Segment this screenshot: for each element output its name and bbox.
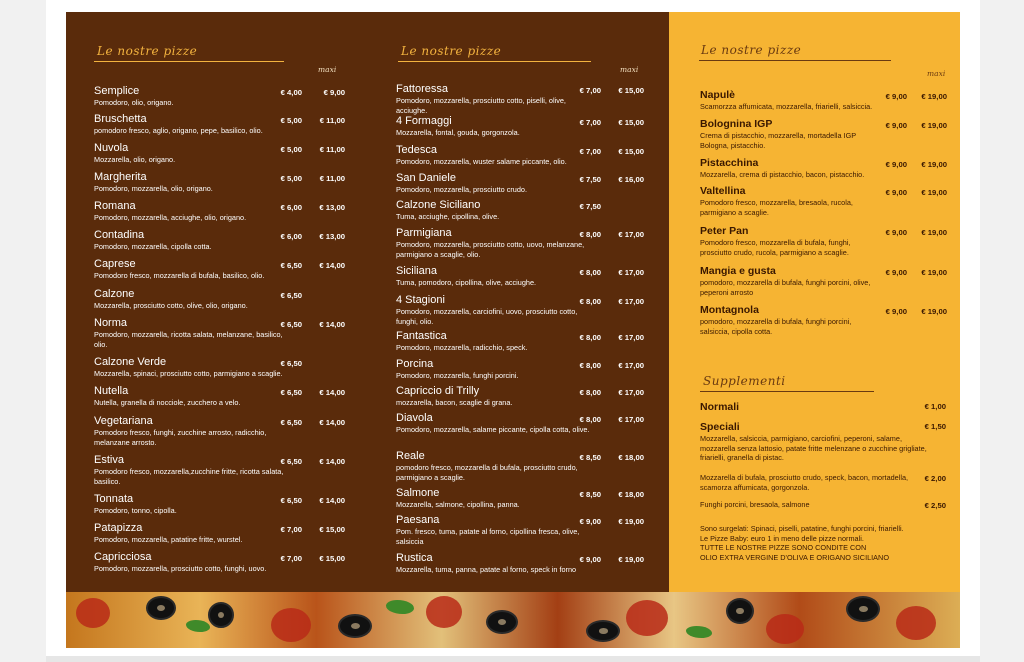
item-description: Pomodoro, mozzarella, prosciutto cotto, uovo, melanzane, parmigiano a scaglie, olio. (396, 240, 585, 259)
pepperoni-shape (271, 608, 311, 642)
item-price: € 8,00 (579, 415, 601, 424)
item-description: Crema di pistacchio, mozzarella, mortadella IGP Bologna, pistacchio. (700, 131, 856, 150)
item-description: Nutella, granella di nocciole, zucchero a velo. (94, 398, 241, 407)
item-maxi-price: € 19,00 (618, 517, 644, 526)
item-price: € 6,50 (280, 291, 302, 300)
item-price: € 7,00 (280, 525, 302, 534)
item-name: Bruschetta (94, 113, 147, 125)
item-description: Mozzarella, fontal, gouda, gorgonzola. (396, 128, 520, 137)
item-price: € 9,00 (885, 268, 907, 277)
item-name: Fantastica (396, 330, 447, 342)
item-price: € 7,00 (579, 118, 601, 127)
item-name: Bolognina IGP (700, 118, 773, 130)
item-name: Calzone Siciliano (396, 199, 481, 211)
item-name: Semplice (94, 85, 140, 97)
maxi-label: maxi (927, 69, 946, 78)
item-name: Caprese (94, 258, 136, 270)
item-description: Mozzarella, tuma, panna, patate al forno, speck in forno (396, 565, 577, 574)
item-name: Peter Pan (700, 225, 749, 237)
item-price: € 5,00 (280, 174, 302, 183)
item-maxi-price: € 9,00 (323, 88, 345, 97)
item-price: € 6,00 (280, 232, 302, 241)
item-price: € 9,00 (579, 517, 601, 526)
supplement-description: Funghi porcini, bresaola, salmone (700, 500, 810, 509)
item-name: Porcina (396, 358, 434, 370)
item-name: Napulè (700, 89, 736, 101)
item-description: Pomodoro, mozzarella, wuster salame piccante, olio. (396, 157, 567, 166)
supplement-description: Mozzarella, salsiccia, parmigiano, carciofini, peperoni, salame, mozzarella senza lattosio, patate fritte melenzane o zucchine grigliate, friarielli, granella di pistac. (700, 434, 927, 462)
item-name: Diavola (396, 412, 433, 424)
item-description: Pomodoro, mozzarella, funghi porcini. (396, 371, 519, 380)
item-price: € 9,00 (885, 188, 907, 197)
supplements-rule (700, 391, 874, 392)
item-price: € 5,00 (280, 116, 302, 125)
supplement-name: Speciali (700, 421, 740, 433)
title-rule (94, 61, 284, 62)
item-price: € 9,00 (579, 555, 601, 564)
item-description: Pomodoro, mozzarella, prosciutto crudo. (396, 185, 527, 194)
item-description: Pomodoro, olio, origano. (94, 98, 174, 107)
section-title: Le nostre pizze (401, 44, 502, 58)
item-maxi-price: € 17,00 (618, 333, 644, 342)
item-price: € 9,00 (885, 307, 907, 316)
title-rule (398, 61, 591, 62)
item-maxi-price: € 14,00 (319, 320, 345, 329)
item-name: Vegetariana (94, 415, 153, 427)
item-name: Mangia e gusta (700, 265, 776, 277)
item-price: € 9,00 (885, 92, 907, 101)
item-maxi-price: € 17,00 (618, 415, 644, 424)
item-name: Tonnata (94, 493, 134, 505)
item-maxi-price: € 11,00 (319, 174, 345, 183)
item-name: Pistacchina (700, 157, 759, 169)
item-description: Scamorzza affumicata, mozzarella, friarielli, salsiccia. (700, 102, 873, 111)
note-line: OLIO EXTRA VERGINE D'OLIVA E ORIGANO SICILIANO (700, 552, 889, 562)
item-price: € 6,00 (280, 203, 302, 212)
item-name: Siciliana (396, 265, 437, 277)
pepperoni-shape (76, 598, 110, 628)
item-maxi-price: € 14,00 (319, 496, 345, 505)
item-description: Tuma, pomodoro, cipollina, olive, acciughe. (396, 278, 537, 287)
item-maxi-price: € 14,00 (319, 261, 345, 270)
section-title: Le nostre pizze (701, 43, 802, 57)
item-maxi-price: € 17,00 (618, 297, 644, 306)
menu-column-1 (66, 12, 368, 592)
maxi-label: maxi (620, 65, 639, 74)
item-name: Parmigiana (396, 227, 452, 239)
item-name: Calzone (94, 288, 135, 300)
item-description: Pomodoro fresco, mozzarella di bufala, basilico, olio. (94, 271, 265, 280)
item-description: Mozzarella, crema di pistacchio, bacon, pistacchio. (700, 170, 865, 179)
item-name: Tedesca (396, 144, 437, 156)
item-price: € 8,00 (579, 268, 601, 277)
item-price: € 7,00 (579, 86, 601, 95)
item-description: pomodoro fresco, aglio, origano, pepe, basilico, olio. (94, 126, 263, 135)
supplement-description: Mozzarella di bufala, prosciutto crudo, speck, bacon, mortadella, scamorza affumicata, gorgonzola. (700, 473, 909, 492)
item-name: Fattoressa (396, 83, 448, 95)
item-name: Capriccio di Trilly (396, 385, 480, 397)
item-maxi-price: € 15,00 (618, 147, 644, 156)
item-price: € 6,50 (280, 418, 302, 427)
item-description: mozzarella, bacon, scaglie di grana. (396, 398, 513, 407)
item-description: Pomodoro, mozzarella, radicchio, speck. (396, 343, 528, 352)
bottom-bar (46, 656, 980, 662)
olive-icon (726, 598, 754, 624)
supplement-price: € 1,50 (924, 422, 946, 431)
item-name: Paesana (396, 514, 440, 526)
item-description: Pomodoro, mozzarella, cipolla cotta. (94, 242, 212, 251)
item-maxi-price: € 11,00 (319, 145, 345, 154)
basil-leaf-shape (186, 620, 210, 632)
pepperoni-shape (896, 606, 936, 640)
item-price: € 8,00 (579, 333, 601, 342)
supplement-name: Normali (700, 401, 740, 413)
item-price: € 6,50 (280, 388, 302, 397)
item-description: Pomodoro, mozzarella, olio, origano. (94, 184, 213, 193)
olive-icon (486, 610, 518, 634)
item-name: Nuvola (94, 142, 129, 154)
menu-column-2 (368, 12, 669, 592)
item-price: € 8,00 (579, 297, 601, 306)
item-name: Rustica (396, 552, 433, 564)
item-name: 4 Stagioni (396, 294, 445, 306)
item-maxi-price: € 19,00 (618, 555, 644, 564)
item-maxi-price: € 19,00 (921, 121, 947, 130)
item-description: Pomodoro, mozzarella, prosciutto cotto, funghi, uovo. (94, 564, 267, 573)
item-price: € 8,00 (579, 361, 601, 370)
item-maxi-price: € 17,00 (618, 361, 644, 370)
item-description: Pomodoro, mozzarella, salame piccante, cipolla cotta, olive. (396, 425, 590, 434)
item-name: Reale (396, 450, 425, 462)
item-name: Patapizza (94, 522, 143, 534)
note-line: TUTTE LE NOSTRE PIZZE SONO CONDITE CON (700, 543, 867, 552)
item-price: € 7,00 (280, 554, 302, 563)
item-maxi-price: € 16,00 (618, 175, 644, 184)
item-maxi-price: € 13,00 (319, 203, 345, 212)
item-price: € 8,00 (579, 230, 601, 239)
item-price: € 9,00 (885, 228, 907, 237)
olive-icon (846, 596, 880, 622)
item-maxi-price: € 17,00 (618, 268, 644, 277)
olive-icon (338, 614, 372, 638)
title-rule (699, 60, 891, 61)
item-name: Salmone (396, 487, 440, 499)
item-description: Pomodoro, mozzarella, acciughe, olio, origano. (94, 213, 247, 222)
item-price: € 8,50 (579, 490, 601, 499)
item-description: Mozzarella, salmone, cipollina, panna. (396, 500, 520, 509)
item-maxi-price: € 19,00 (921, 188, 947, 197)
item-name: Romana (94, 200, 136, 212)
item-name: Valtellina (700, 185, 746, 197)
item-price: € 9,00 (885, 160, 907, 169)
note-line: Le Pizze Baby: euro 1 in meno delle pizze normali. (700, 533, 864, 543)
item-price: € 8,00 (579, 388, 601, 397)
item-name: San Daniele (396, 172, 456, 184)
maxi-label: maxi (318, 65, 337, 74)
note-line: Sono surgelati: Spinaci, piselli, patatine, funghi porcini, friarielli. (700, 524, 904, 533)
item-maxi-price: € 18,00 (618, 490, 644, 499)
item-description: pomodoro, mozzarella di bufala, funghi porcini, olive, peperoni arrosto (700, 278, 871, 297)
item-description: Pomodoro fresco, mozzarella, bresaola, rucola, parmigiano a scaglie. (700, 198, 853, 217)
notes (700, 524, 950, 562)
item-name: Capricciosa (94, 551, 152, 563)
item-maxi-price: € 14,00 (319, 388, 345, 397)
item-maxi-price: € 14,00 (319, 418, 345, 427)
item-description: Mozzarella, olio, origano. (94, 155, 176, 164)
item-maxi-price: € 17,00 (618, 388, 644, 397)
item-description: Pom. fresco, tuma, patate al forno, cipollina fresca, olive, salsiccia (396, 527, 580, 546)
item-name: 4 Formaggi (396, 115, 452, 127)
item-maxi-price: € 11,00 (319, 116, 345, 125)
item-maxi-price: € 19,00 (921, 160, 947, 169)
olive-icon (586, 620, 620, 642)
item-description: Pomodoro, mozzarella, patatine fritte, wurstel. (94, 535, 243, 544)
item-description: Tuma, acciughe, cipollina, olive. (396, 212, 500, 221)
item-maxi-price: € 18,00 (618, 453, 644, 462)
item-maxi-price: € 19,00 (921, 268, 947, 277)
item-maxi-price: € 19,00 (921, 92, 947, 101)
item-maxi-price: € 15,00 (319, 554, 345, 563)
item-name: Calzone Verde (94, 356, 167, 368)
item-price: € 5,00 (280, 145, 302, 154)
item-description: Pomodoro, mozzarella, prosciutto cotto, piselli, olive, acciughe. (396, 96, 566, 115)
item-price: € 7,50 (579, 175, 601, 184)
item-price: € 6,50 (280, 496, 302, 505)
basil-leaf-shape (686, 626, 712, 638)
item-maxi-price: € 13,00 (319, 232, 345, 241)
pepperoni-shape (426, 596, 462, 628)
item-price: € 6,50 (280, 320, 302, 329)
supplement-price: € 1,00 (924, 402, 946, 411)
item-maxi-price: € 19,00 (921, 228, 947, 237)
item-name: Norma (94, 317, 128, 329)
item-price: € 6,50 (280, 359, 302, 368)
basil-leaf-shape (386, 600, 414, 614)
section-title: Le nostre pizze (97, 44, 198, 58)
supplements-title: Supplementi (703, 374, 786, 388)
supplement-price: € 2,00 (924, 474, 946, 483)
menu-column-3 (669, 12, 960, 592)
item-description: pomodoro fresco, mozzarella di bufala, prosciutto crudo, parmigiano a scaglie. (396, 463, 578, 482)
item-name: Margherita (94, 171, 147, 183)
item-price: € 8,50 (579, 453, 601, 462)
item-description: Pomodoro, tonno, cipolla. (94, 506, 177, 515)
item-name: Nutella (94, 385, 129, 397)
item-description: Pomodoro fresco, mozzarella di bufala, funghi, prosciutto crudo, rucola, parmigiano a scaglie. (700, 238, 851, 257)
pepperoni-shape (626, 600, 668, 636)
supplement-price: € 2,50 (924, 501, 946, 510)
item-maxi-price: € 15,00 (618, 86, 644, 95)
item-description: Pomodoro fresco, funghi, zucchine arrosto, radicchio, melanzane arrosto. (94, 428, 267, 447)
item-maxi-price: € 14,00 (319, 457, 345, 466)
item-description: Mozzarella, prosciutto cotto, olive, olio, origano. (94, 301, 248, 310)
item-price: € 9,00 (885, 121, 907, 130)
item-name: Contadina (94, 229, 145, 241)
item-description: Mozzarella, spinaci, prosciutto cotto, parmigiano a scaglie. (94, 369, 283, 378)
item-maxi-price: € 17,00 (618, 230, 644, 239)
olive-icon (208, 602, 234, 628)
item-maxi-price: € 15,00 (618, 118, 644, 127)
item-price: € 4,00 (280, 88, 302, 97)
item-description: Pomodoro, mozzarella, ricotta salata, melanzane, basilico, olio. (94, 330, 283, 349)
pepperoni-shape (766, 614, 804, 644)
item-name: Montagnola (700, 304, 759, 316)
olive-icon (146, 596, 176, 620)
item-description: Pomodoro, mozzarella, carciofini, uovo, prosciutto cotto, funghi, olio. (396, 307, 578, 326)
pizza-photo-strip (66, 592, 960, 648)
item-price: € 7,00 (579, 147, 601, 156)
item-maxi-price: € 19,00 (921, 307, 947, 316)
item-description: Pomodoro fresco, mozzarella,zucchine fritte, ricotta salata, basilico. (94, 467, 284, 486)
item-description: pomodoro, mozzarella di bufala, funghi porcini, salsiccia, cipolla cotta. (700, 317, 852, 336)
item-price: € 6,50 (280, 261, 302, 270)
item-price: € 6,50 (280, 457, 302, 466)
item-maxi-price: € 15,00 (319, 525, 345, 534)
item-name: Estiva (94, 454, 124, 466)
item-price: € 7,50 (579, 202, 601, 211)
